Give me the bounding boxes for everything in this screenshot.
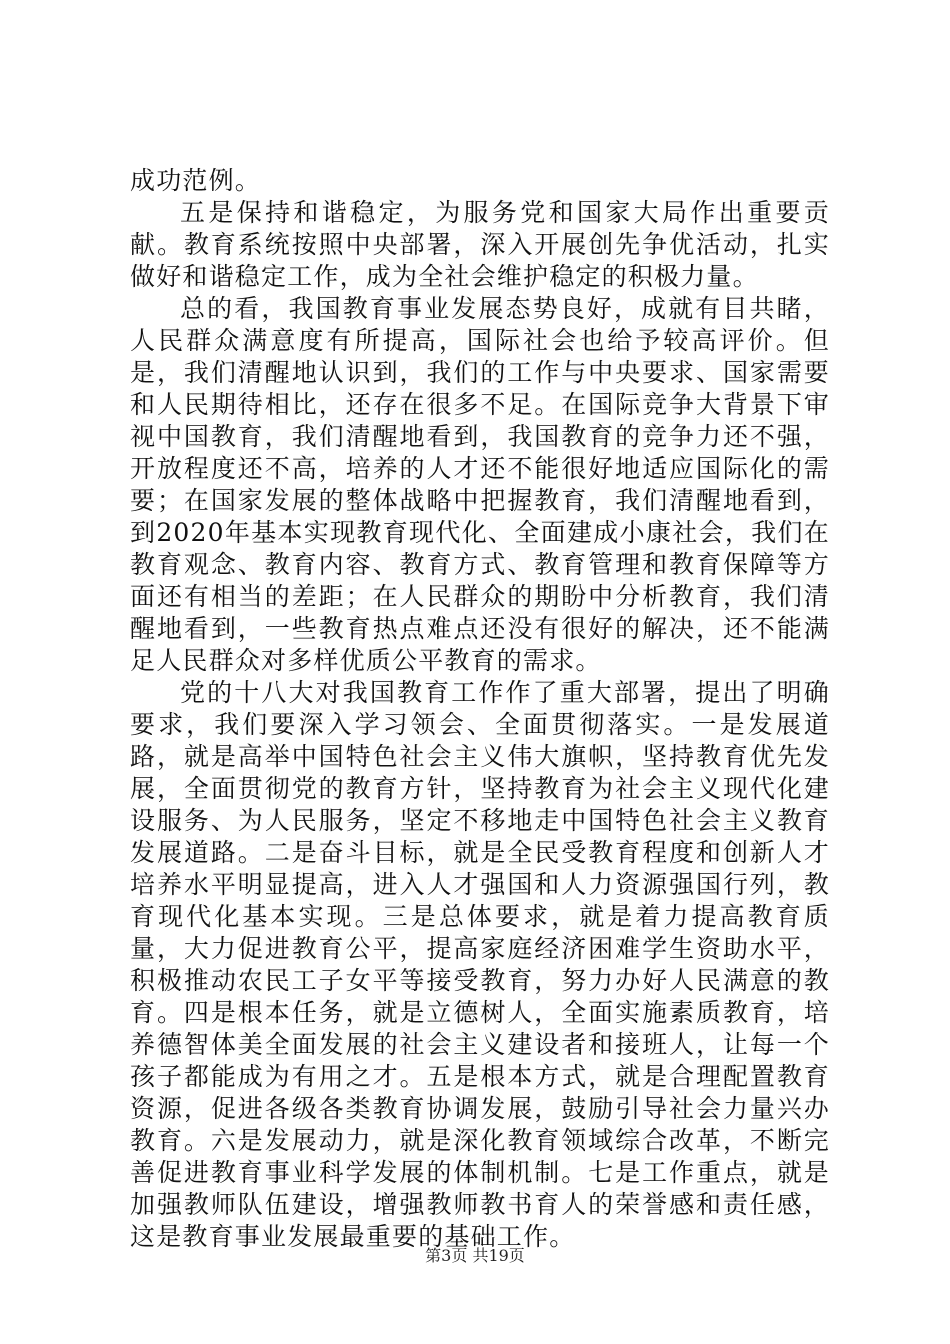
paragraph-harmony-stability: 五是保持和谐稳定，为服务党和国家大局作出重要贡献。教育系统按照中央部署，深入开展创先争优活动，扎实做好和谐稳定工作，成为全社会维护稳定的积极力量。: [130, 198, 830, 291]
paragraph-eighteenth-congress: 党的十八大对我国教育工作作了重大部署，提出了明确要求，我们要深入学习领会、全面贯彻落实。一是发展道路，就是高举中国特色社会主义伟大旗帜，坚持教育优先发展，全面贯彻党的教育方针，坚持教育为社会主义现代化建设服务、为人民服务，坚定不移地走中国特色社会主义教育发展道路。二是奋斗目标，就是全民受教育程度和创新人才培养水平明显提高，进入人才强国和人力资源强国行列，教育现代化基本实现。三是总体要求，就是着力提高教育质量，大力促进教育公平，提高家庭经济困难学生资助水平，积极推动农民工子女平等接受教育，努力办好人民满意的教育。四是根本任务，就是立德树人，全面实施素质教育，培养德智体美全面发展的社会主义建设者和接班人，让每一个孩子都能成为有用之才。五是根本方式，就是合理配置教育资源，促进各级各类教育协调发展，鼓励引导社会力量兴办教育。六是发展动力，就是深化教育领域综合改革，不断完善促进教育事业科学发展的体制机制。七是工作重点，就是加强教师队伍建设，增强教师教书育人的荣誉感和责任感，这是教育事业发展最重要的基础工作。: [130, 678, 830, 1251]
paragraph-overall-assessment: 总的看，我国教育事业发展态势良好，成就有目共睹，人民群众满意度有所提高，国际社会也给予较高评价。但是，我们清醒地认识到，我们的工作与中央要求、国家需要和人民期待相比，还存在很多不足。在国际竞争大背景下审视中国教育，我们清醒地看到，我国教育的竞争力还不强，开放程度还不高，培养的人才还不能很好地适应国际化的需要；在国家发展的整体战略中把握教育，我们清醒地看到，到2020年基本实现教育现代化、全面建成小康社会，我们在教育观念、教育内容、教育方式、教育管理和教育保障等方面还有相当的差距；在人民群众的期盼中分析教育，我们清醒地看到，一些教育热点难点还没有很好的解决，还不能满足人民群众对多样优质公平教育的需求。: [130, 294, 830, 675]
paragraph-continuation: 成功范例。: [130, 166, 262, 195]
page-footer: 第3页 共19页: [425, 1246, 525, 1265]
document-body: [130, 165, 830, 1253]
